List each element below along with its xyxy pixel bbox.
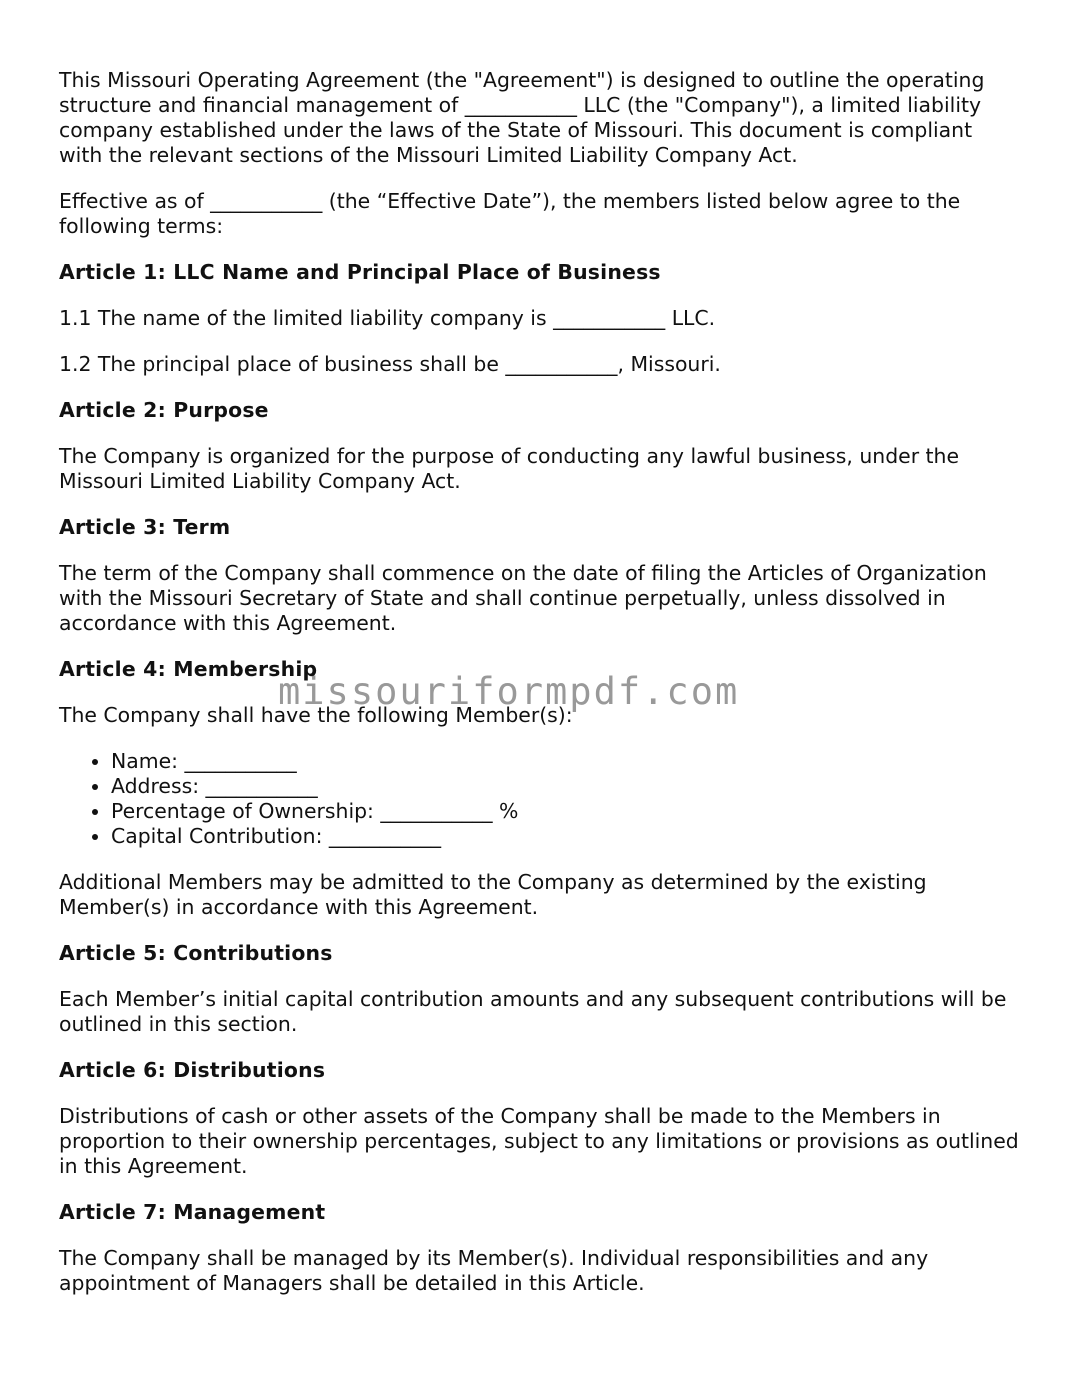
article-2-body: The Company is organized for the purpose of conducting any lawful business, under the Missouri Limited Liability Company Act. — [59, 444, 960, 493]
article-7-heading: Article 7: Management — [59, 1200, 326, 1224]
article-5-heading: Article 5: Contributions — [59, 941, 333, 965]
member-contribution-item: • Capital Contribution: ___________ — [111, 824, 1019, 849]
watermark: missouriformpdf.com — [278, 670, 740, 713]
member-ownership-item: • Percentage of Ownership: ___________ % — [111, 799, 1019, 824]
article-7-body: The Company shall be managed by its Member(s). Individual responsibilities and any appointment of Managers shall be detailed in this Article. — [59, 1246, 929, 1295]
article-3-body: The term of the Company shall commence on the date of filing the Articles of Organization with the Missouri Secretary of State and shall continue perpetually, unless dissolved in accordance with this Agreement. — [59, 561, 987, 635]
effective-date-paragraph: Effective as of ___________ (the “Effective Date”), the members listed below agree to the following terms: — [59, 189, 961, 238]
article-4-intro: The Company shall have the following Member(s): — [59, 703, 573, 727]
article-4-closing: Additional Members may be admitted to the Company as determined by the existing Member(s) in accordance with this Agreement. — [59, 870, 927, 919]
article-6-body: Distributions of cash or other assets of the Company shall be made to the Members in proportion to their ownership percentages, subject to any limitations or provisions as outlined in this Agreement. — [59, 1104, 1019, 1178]
member-list — [59, 749, 1019, 849]
article-5-body: Each Member’s initial capital contribution amounts and any subsequent contributions will be outlined in this section. — [59, 987, 1007, 1036]
article-6-heading: Article 6: Distributions — [59, 1058, 326, 1082]
article-4-heading: Article 4: Membership — [59, 657, 318, 681]
article-1-clause-2: 1.2 The principal place of business shall be ___________, Missouri. — [59, 352, 721, 376]
article-2-heading: Article 2: Purpose — [59, 398, 269, 422]
member-address-item: • Address: ___________ — [111, 774, 1019, 799]
article-1-clause-1: 1.1 The name of the limited liability company is ___________ LLC. — [59, 306, 716, 330]
document-page — [59, 68, 1019, 1317]
intro-paragraph: This Missouri Operating Agreement (the "Agreement") is designed to outline the operating structure and financial management of ___________ LLC (the "Company"), a limited liability company established under the laws of the State of Missouri. This document is compliant with the relevant sections of the Missouri Limited Liability Company Act. — [59, 68, 985, 167]
article-3-heading: Article 3: Term — [59, 515, 231, 539]
member-name-item: • Name: ___________ — [111, 749, 1019, 774]
article-1-heading: Article 1: LLC Name and Principal Place of Business — [59, 260, 661, 284]
